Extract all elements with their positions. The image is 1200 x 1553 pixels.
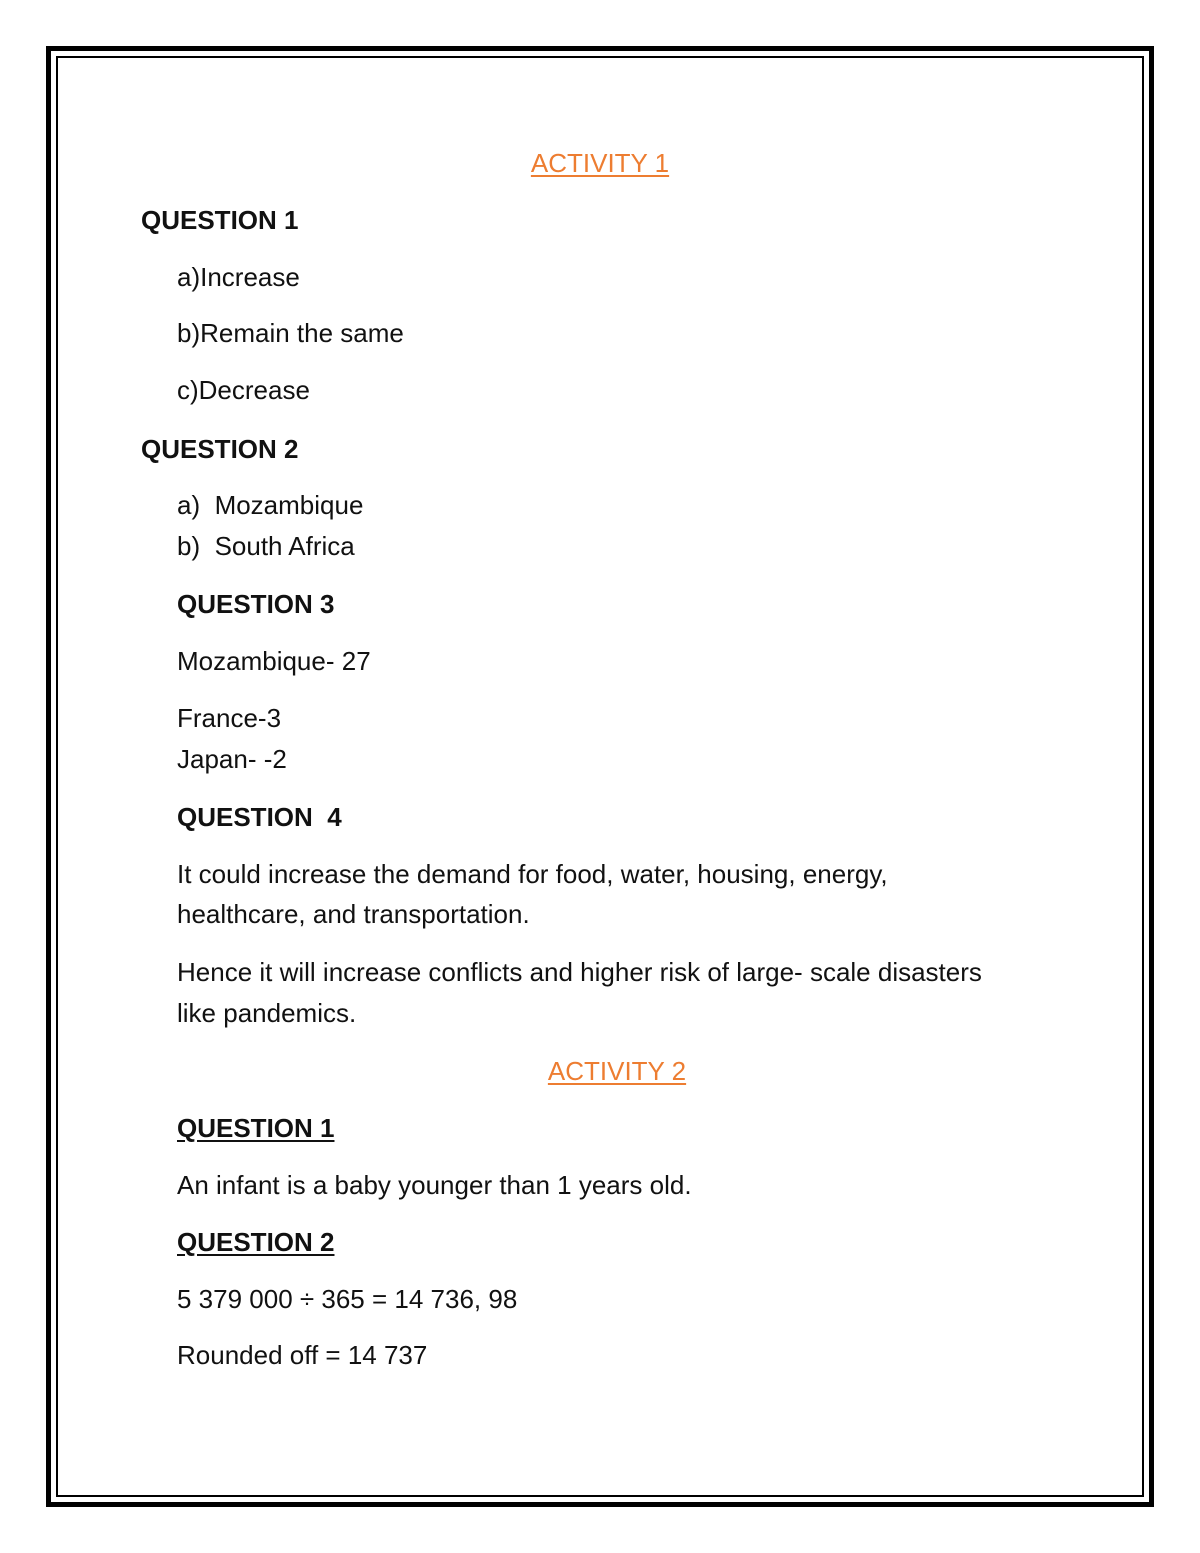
a1-q3-line-france: France-3 [177,703,282,733]
a1-question-3-title: QUESTION 3 [177,589,335,619]
a1-q4-para1-line2: healthcare, and transportation. [177,899,530,929]
a1-question-2-title: QUESTION 2 [141,434,299,464]
a1-q3-line-mozambique: Mozambique- 27 [177,646,371,676]
a1-q4-para2-line1: Hence it will increase conflicts and higher risk of large- scale disasters [177,957,982,987]
a1-q2-answer-a: a) Mozambique [177,490,364,520]
activity-2-heading: ACTIVITY 2 [547,1056,687,1086]
activity-1-heading: ACTIVITY 1 [530,148,670,178]
a1-q4-para1-line1: It could increase the demand for food, water, housing, energy, [177,859,888,889]
a2-q2-rounded: Rounded off = 14 737 [177,1340,428,1370]
a1-question-1-title: QUESTION 1 [141,205,299,235]
a1-q4-para2-line2: like pandemics. [177,998,357,1028]
a2-q2-calculation: 5 379 000 ÷ 365 = 14 736, 98 [177,1284,518,1314]
a1-q2-answer-b: b) South Africa [177,531,355,561]
a2-q1-answer: An infant is a baby younger than 1 years old. [177,1170,692,1200]
a1-q3-line-japan: Japan- -2 [177,744,287,774]
a1-question-4-title: QUESTION 4 [177,802,342,832]
a2-question-1-title: QUESTION 1 [177,1113,335,1143]
a1-q1-answer-c: c)Decrease [177,375,310,405]
a2-question-2-title: QUESTION 2 [177,1227,335,1257]
a1-q1-answer-b: b)Remain the same [177,318,404,348]
a1-q1-answer-a: a)Increase [177,262,300,292]
